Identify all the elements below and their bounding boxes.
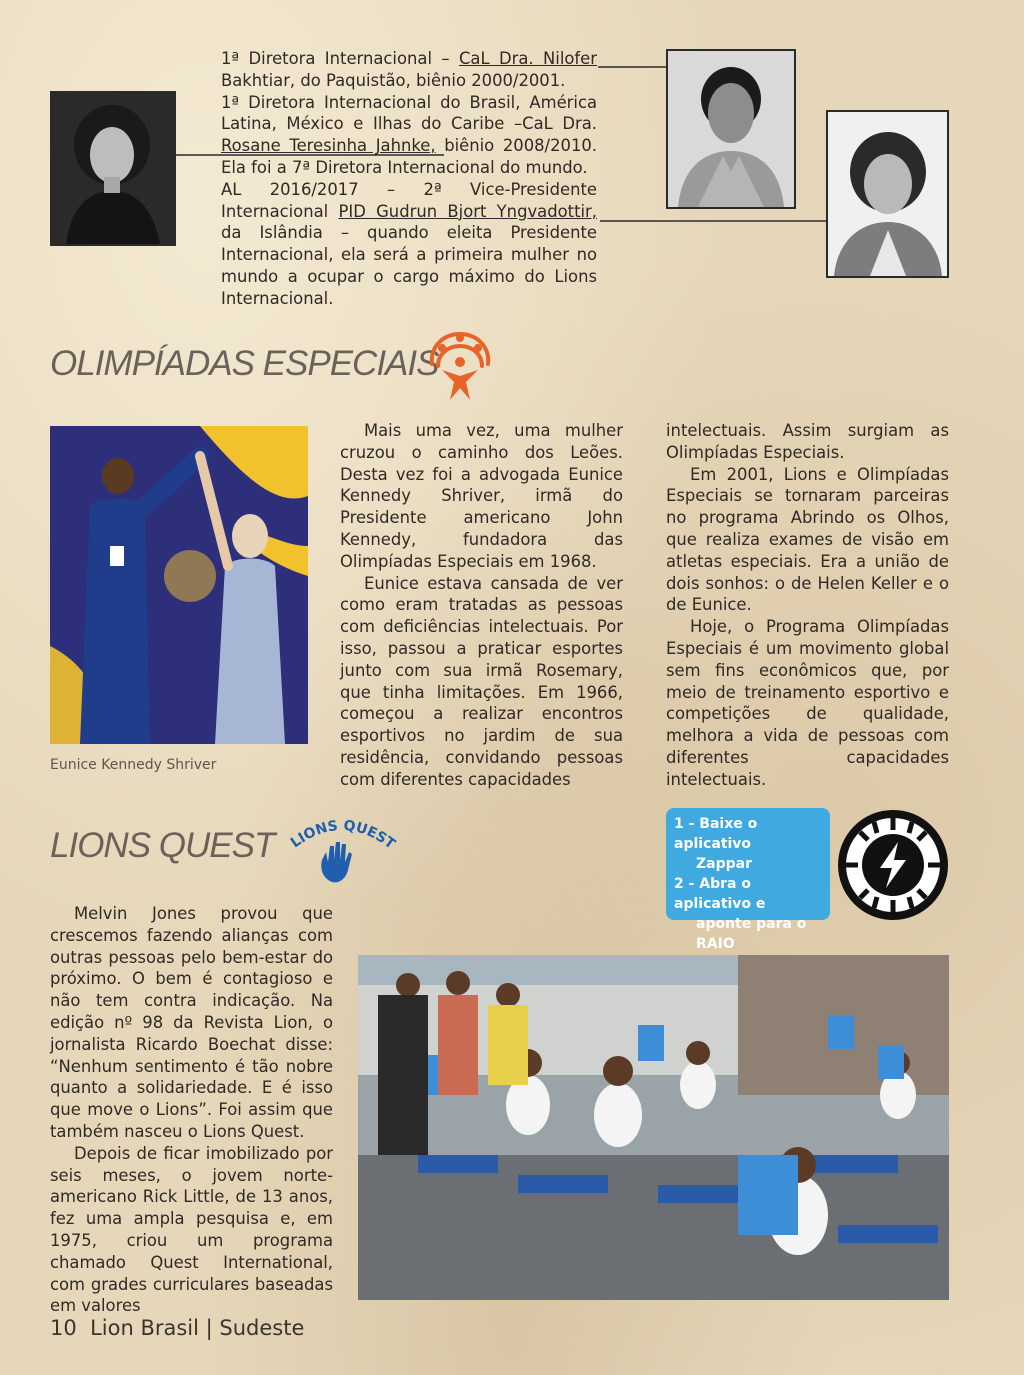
olympics-col2-para: Em 2001, Lions e Olimpíadas Especiais se tornaram parceiras no programa Abrindo os Olhos, que realiza exames de visão em atletas especiais. Era a união de dois sonhos: o de Helen Keller e o de Eunice. <box>666 464 949 615</box>
photo-caption: Eunice Kennedy Shriver <box>50 757 217 773</box>
zappar-step-1: 1 - Baixe o aplicativo <box>674 816 758 852</box>
intro-para3c: da Islândia – quando eleita Presidente Internacional, ela será a primeira mulher no mundo a ocupar o cargo máximo do Lions Internacional. <box>221 223 597 308</box>
lions-quest-body <box>50 903 333 1317</box>
intro-para3a: AL 2016/2017 – 2ª Vice-Presidente Internacional <box>221 179 597 221</box>
quest-para: Depois de ficar imobilizado por seis meses, o jovem norte-americano Rick Little, de 13 anos, fez uma ampla pesquisa e, em 1975, criou um programa chamado Quest International, com grades curriculares baseadas em valores <box>50 1143 333 1316</box>
olympics-col1-para: Eunice estava cansada de ver como eram tratadas as pessoas com deficiências intelectuais. Por isso, passou a praticar esportes junto com sua irmã Rosemary, que tinha limitações. Em 1966, começou a realizar encontros esportivos no jardim de sua residência, convidando pessoas com diferentes capacidades <box>340 573 623 789</box>
intro-name-rosane: Rosane Teresinha Jahnke, <box>221 136 436 156</box>
intro-name-gudrun: PID Gudrun Bjort Yngvadottir, <box>338 201 598 221</box>
zappar-code-icon[interactable] <box>836 808 950 927</box>
special-olympics-logo-icon <box>420 326 500 411</box>
zappar-step-2-cont: aponte para o RAIO <box>696 916 807 952</box>
intro-text <box>221 48 597 310</box>
olympics-column-2 <box>666 420 949 791</box>
photo-eunice-shriver <box>50 426 308 744</box>
photo-classroom <box>358 955 949 1300</box>
intro-line1a: 1ª Diretora Internacional – <box>221 49 459 68</box>
olympics-column-1 <box>340 420 623 791</box>
intro-para2a: 1ª Diretora Internacional do Brasil, América Latina, México e Ilhas do Caribe –CaL Dra. <box>221 92 597 134</box>
page-footer <box>50 1316 304 1340</box>
olympics-col2-para: Hoje, o Programa Olimpíadas Especiais é um movimento global sem fins econômicos que, por meio de treinamento esportivo e competições de qualidade, melhora a vida de pessoas com diferentes capacidades intelectuais. <box>666 617 949 789</box>
zappar-step-1-cont: Zappar <box>696 856 752 872</box>
page-number: 10 <box>50 1316 77 1340</box>
olympics-heading: OLIMPÍADAS ESPECIAIS <box>50 344 439 383</box>
lions-quest-heading: LIONS QUEST <box>50 826 275 865</box>
lions-quest-logo-icon <box>282 812 402 889</box>
intro-name-nilofer: CaL Dra. Nilofer <box>458 49 597 68</box>
publication-title: Lion Brasil | Sudeste <box>90 1316 305 1340</box>
zappar-instructions <box>666 808 830 952</box>
intro-line2: Bakhtiar, do Paquistão, biênio 2000/2001. <box>221 70 566 90</box>
olympics-col2-para: intelectuais. Assim surgiam as Olimpíadas Especiais. <box>666 421 949 462</box>
lions-quest-logo-text: LIONS QUEST <box>287 817 398 853</box>
olympics-col1-para: Mais uma vez, uma mulher cruzou o caminho dos Leões. Desta vez foi a advogada Eunice Kennedy Shriver, irmã do Presidente americano John Kennedy, fundadora das Olimpíadas Especiais em 1968. <box>340 421 623 571</box>
zappar-step-2: 2 - Abra o aplicativo e <box>674 876 766 912</box>
intro-para2c: biênio 2008/2010. Ela foi a 7ª Diretora Internacional do mundo. <box>221 136 598 177</box>
quest-para: Melvin Jones provou que crescemos fazendo alianças com outras pessoas pelo bem-estar do próximo. O bem é contagioso e não tem contra indicação. Na edição nº 98 da Revista Lion, o jornalista Ricardo Boechat disse: “Nenhum sentimento é tão nobre quanto a solidariedade. E é isso que move o Lions”. Foi assim que também nasceu o Lions Quest. <box>50 904 333 1141</box>
